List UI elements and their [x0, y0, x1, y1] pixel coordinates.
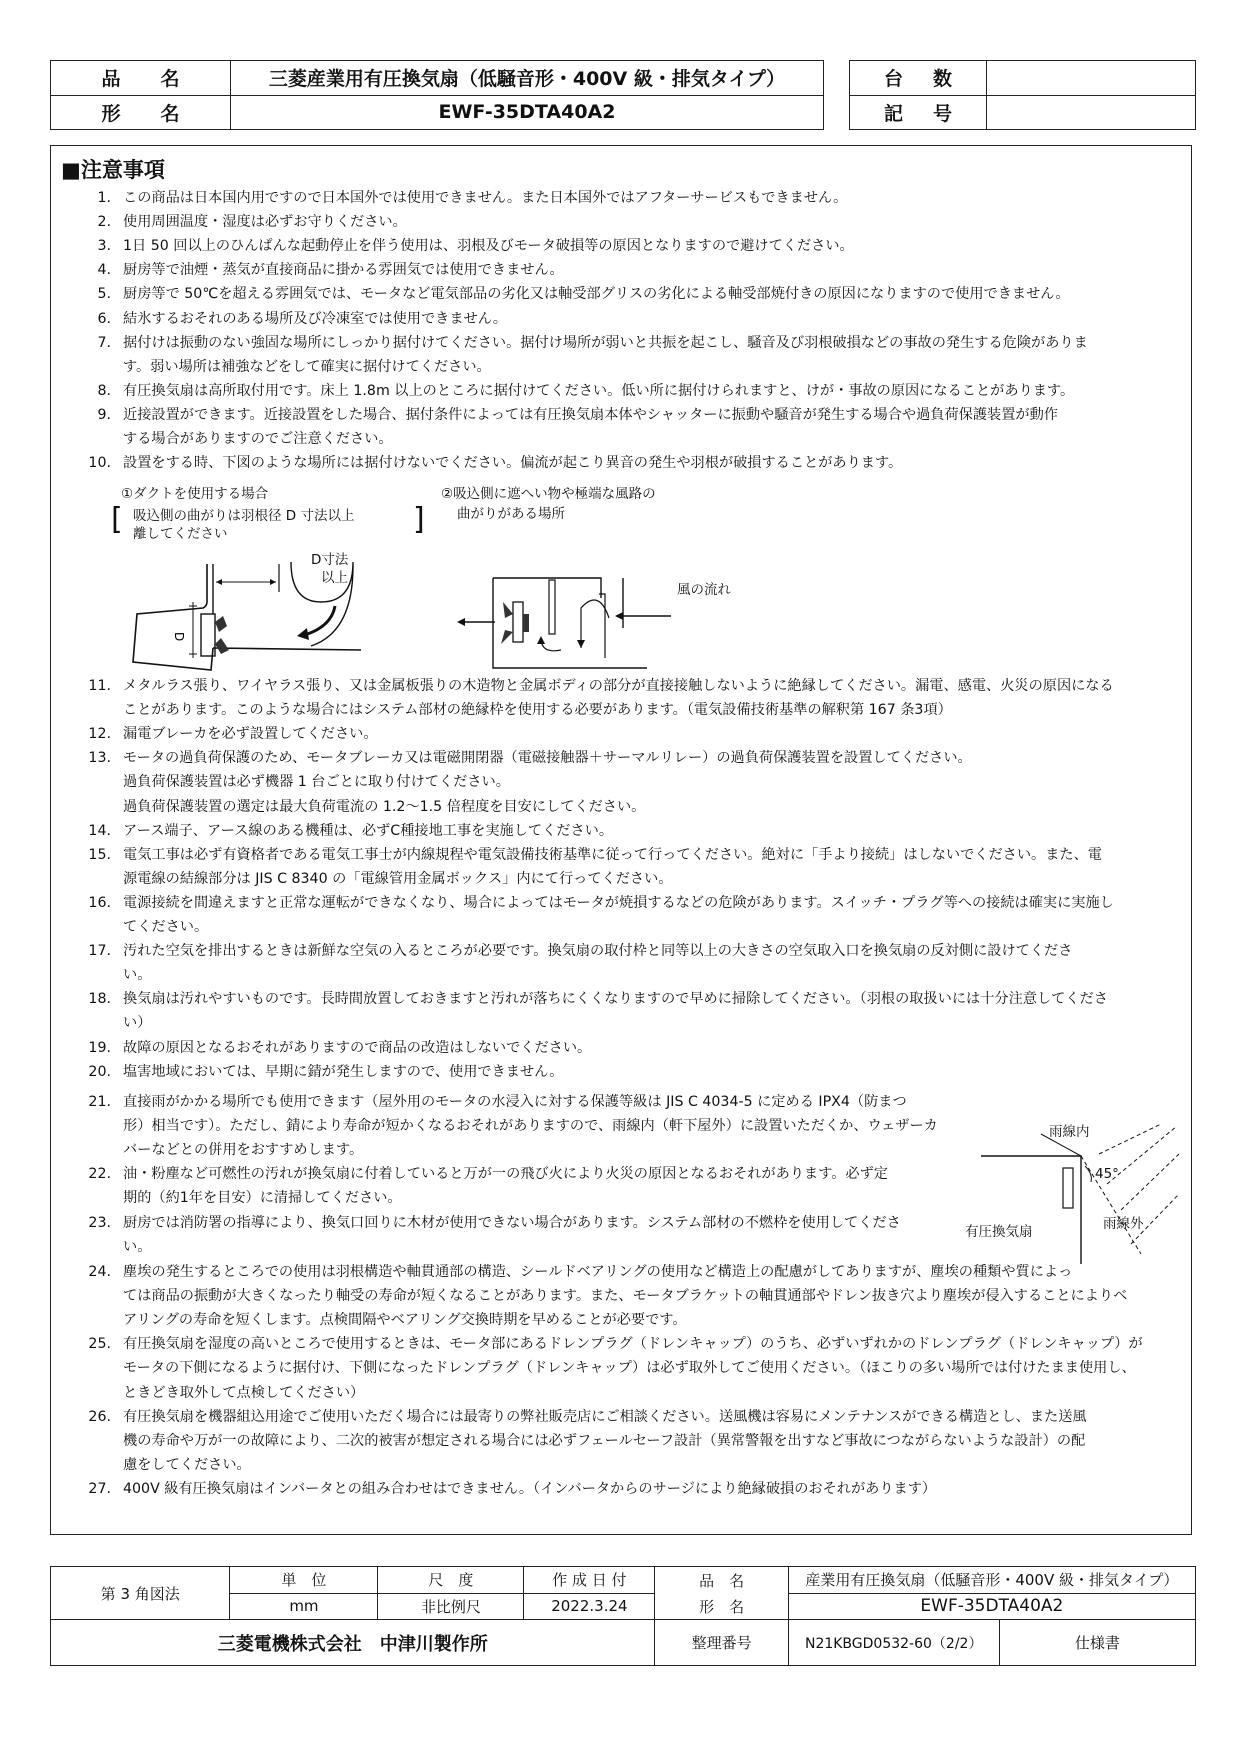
- note-text: 電源接続を間違えますと正常な運転ができなくなり、場合によってはモータが焼損するなどの危険があります。スイッチ・プラグ等への接続は確実に実施し: [123, 894, 1114, 911]
- note-number: 3.: [97, 238, 111, 255]
- header-table: [50, 60, 1196, 130]
- figure-duct-note: [111, 502, 425, 546]
- note-text: ときどき取外して点検してください）: [123, 1384, 365, 1401]
- right-bracket: ]: [413, 502, 425, 537]
- obstruction-diagram: [441, 558, 781, 688]
- note-text: 過負荷保護装置の選定は最大負荷電流の 1.2～1.5 倍程度を目安にしてください。: [123, 798, 646, 815]
- scale-value: 非比例尺: [378, 1593, 524, 1620]
- note-number: 2.: [97, 214, 111, 231]
- note-number: 12.: [88, 726, 111, 743]
- note-text: する場合がありますのでご注意ください。: [123, 431, 393, 447]
- footer-model-value: EWF-35DTA40A2: [788, 1593, 1195, 1620]
- note-text: 源電線の結線部分は JIS C 8340 の「電線管用金属ボックス」内にて行ってください。: [123, 870, 673, 887]
- note-text: 厨房等で油煙・蒸気が直接商品に掛かる雰囲気では使用できません。: [123, 262, 564, 279]
- note-number: 1.: [97, 190, 111, 206]
- note-number: 27.: [88, 1480, 111, 1497]
- figure-duct: [111, 482, 461, 692]
- note-text: バーなどとの併用をおすすめします。: [123, 1142, 364, 1159]
- note-text: 換気扇は汚れやすいものです。長時間放置しておきますと汚れが落ちにくくなりますので早めに掃除してください。（羽根の取扱いには十分注意してくださ: [123, 991, 1108, 1008]
- dimension-label-2: 以上: [321, 570, 348, 586]
- note-text: 機の寿命や万が一の故障により、二次的被害が想定される場合には必ずフェールセーフ設計（異常警報を出すなど事故につながらないような設計）の配: [123, 1432, 1086, 1449]
- note-number: 18.: [88, 991, 111, 1008]
- model-label: 形名: [51, 95, 231, 130]
- note-text: す。弱い場所は補強などをして確実に据付けてください。: [123, 358, 491, 375]
- note-text: 有圧換気扇を機器組込用途でご使用いただく場合には最寄りの弊社販売店にご相談ください。送風機は容易にメンテナンスができる構造とし、また送風: [123, 1408, 1087, 1425]
- note-number: 17.: [88, 943, 111, 960]
- footer-product-label: 品 名: [655, 1567, 788, 1594]
- note-text: ては商品の振動が大きくなったり軸受の寿命が短くなることがあります。また、モータブラケットの軸貫通部やドレン抜き穴より塵埃が侵入することによりベ: [123, 1288, 1128, 1305]
- note-text: 400V 級有圧換気扇はインバータとの組み合わせはできません。（インバータからのサージにより絶縁破損のおそれがあります）: [123, 1480, 937, 1497]
- figure-duct-note-line1: 吸込側の曲がりは羽根径 D 寸法以上: [133, 508, 355, 524]
- note-number: 16.: [88, 894, 111, 911]
- note-number: 13.: [88, 750, 111, 767]
- note-text: 近接設置ができます。近接設置をした場合、据付条件によっては有圧換気扇本体やシャッターに振動や騒音が発生する場合や過負荷保護装置が動作: [123, 406, 1058, 423]
- note-text: モータの過負荷保護のため、モータブレーカ又は電磁開閉器（電磁接触器＋サーマルリレー）の過負荷保護装置を設置してください。: [123, 750, 972, 767]
- note-text: 1日 50 回以上のひんぱんな起動停止を伴う使用は、羽根及びモータ破損等の原因となりますので避けてください。: [123, 238, 854, 255]
- note-text: 汚れた空気を排出するときは新鮮な空気の入るところが必要です。換気扇の取付枠と同等以上の大きさの空気取入口を換気扇の反対側に設けてくださ: [123, 943, 1073, 960]
- rain-line-diagram: [981, 1114, 1181, 1264]
- note-number: 15.: [88, 846, 111, 863]
- date-label: 作 成 日 付: [524, 1567, 655, 1594]
- note-number: 21.: [88, 1094, 111, 1110]
- left-bracket: [: [111, 502, 123, 537]
- note-text: 有圧換気扇は高所取付用です。床上 1.8m 以上のところに据付けてください。低い所に据付けられますと、けが・事故の原因になることがあります。: [123, 382, 1075, 399]
- note-text: 結氷するおそれのある場所及び冷凍室では使用できません。: [123, 310, 507, 327]
- note-number: 23.: [88, 1214, 111, 1231]
- note-text: い。: [123, 967, 152, 984]
- note-text: 油・粉塵など可燃性の汚れが換気扇に付着していると万が一の飛び火により火災の原因となるおそれがあります。必ず定: [123, 1166, 888, 1183]
- note-number: 4.: [97, 262, 111, 279]
- note-text: 塵埃の発生するところでの使用は羽根構造や軸貫通部の構造、シールドベアリングの使用など構造上の配慮がしてありますが、塵埃の種類や質によっ: [123, 1264, 1073, 1280]
- d-label: D: [172, 632, 186, 642]
- rain-inside-label: 雨線内: [1049, 1124, 1090, 1140]
- fan-label: 有圧換気扇: [965, 1224, 1033, 1240]
- note-text: アース端子、アース線のある機種は、必ずC種接地工事を実施してください。: [123, 822, 614, 839]
- angle-label: 45°: [1095, 1166, 1119, 1182]
- projection-method: 第 3 角図法: [51, 1567, 230, 1620]
- notes-box: [50, 145, 1192, 1535]
- note-number: 20.: [88, 1063, 111, 1080]
- note-text: 慮をしてください。: [123, 1456, 251, 1473]
- figure-obstruction: [441, 482, 781, 692]
- reference-number-value: N21KBGD0532-60（2/2）: [788, 1620, 999, 1666]
- note-number: 8.: [97, 382, 111, 399]
- company-name: 三菱電機株式会社 中津川製作所: [51, 1620, 655, 1666]
- wind-flow-label: 風の流れ: [677, 582, 731, 598]
- note-number: 14.: [88, 822, 111, 839]
- dimension-label: D寸法: [311, 552, 349, 568]
- symbol-value: [986, 95, 1195, 130]
- note-number: 6.: [97, 310, 111, 327]
- figure-obstruction-title-1: ②吸込側に遮へい物や極端な風路の: [441, 486, 656, 502]
- note-number: 24.: [88, 1264, 111, 1280]
- unit-label: 単 位: [230, 1567, 378, 1594]
- note-text: モータの下側になるように据付け、下側になったドレンプラグ（ドレンキャップ）は必ず取外してご使用ください。（ほこりの多い場所では付けたまま使用し、: [123, 1360, 1136, 1377]
- note-text: 使用周囲温度・湿度は必ずお守りください。: [123, 214, 407, 231]
- note-number: 5.: [97, 286, 111, 303]
- rain-outside-label: 雨線外: [1103, 1216, 1144, 1232]
- note-text: メタルラス張り、ワイヤラス張り、又は金属板張りの木造物と金属ボディの部分が直接接触しないように絶縁してください。漏電、感電、火災の原因になる: [123, 678, 1114, 694]
- scale-label: 尺 度: [378, 1567, 524, 1594]
- footer-product-value: 産業用有圧換気扇（低騒音形・400V 級・排気タイプ）: [788, 1567, 1195, 1594]
- note-number: 22.: [88, 1166, 111, 1183]
- note-text: い）: [123, 1015, 152, 1032]
- reference-number-label: 整理番号: [655, 1620, 788, 1666]
- note-text: アリングの寿命を短くします。点検間隔やベアリング交換時期を早めることが必要です。: [123, 1312, 687, 1329]
- figure-duct-note-line2: 離してください: [133, 526, 228, 542]
- footer-model-label: 形 名: [655, 1593, 788, 1620]
- unit-value: mm: [230, 1593, 378, 1620]
- figure-duct-title: ①ダクトを使用する場合: [121, 486, 269, 502]
- note-text: 漏電ブレーカを必ず設置してください。: [123, 726, 378, 743]
- note-number: 10.: [88, 455, 111, 472]
- note-number: 25.: [88, 1336, 111, 1353]
- note-text: 有圧換気扇を湿度の高いところで使用するときは、モータ部にあるドレンプラグ（ドレンキャップ）のうち、必ずいずれかのドレンプラグ（ドレンキャップ）が: [123, 1336, 1143, 1353]
- note-number: 19.: [88, 1039, 111, 1056]
- note-text: 期的（約1年を目安）に清掃してください。: [123, 1190, 402, 1207]
- note-text: この商品は日本国内用ですので日本国外では使用できません。また日本国外ではアフターサービスもできません。: [123, 190, 848, 206]
- note-text: 直接雨がかかる場所でも使用できます（屋外用のモータの水浸入に対する保護等級は JIS C 4034-5 に定める IPX4（防まつ: [123, 1094, 907, 1110]
- notes-title: ■注意事項: [61, 158, 165, 182]
- figure-rain-line: [965, 1114, 1181, 1264]
- figure-obstruction-title-2: 曲がりがある場所: [457, 506, 565, 522]
- quantity-value: [986, 61, 1195, 96]
- quantity-label: 台数: [850, 61, 987, 96]
- note-text: い。: [123, 1238, 152, 1255]
- note-text: 据付けは振動のない強固な場所にしっかり据付けてください。据付け場所が弱いと共振を起こし、騒音及び羽根破損などの事故の発生する危険がありま: [123, 334, 1088, 351]
- symbol-label: 記号: [850, 95, 987, 130]
- product-name-label: 品名: [51, 61, 231, 96]
- document-type: 仕様書: [999, 1620, 1195, 1666]
- note-text: てください。: [123, 919, 209, 935]
- model-value: EWF-35DTA40A2: [230, 95, 823, 130]
- note-text: 厨房等で 50℃を超える雰囲気では、モータなど電気部品の劣化又は軸受部グリスの劣化による軸受部焼付きの原因になりますので使用できません。: [123, 286, 1070, 303]
- note-text: ことがあります。このような場合にはシステム部材の絶縁枠を使用する必要があります。（電気設備技術基準の解釈第 167 条3項）: [123, 702, 952, 719]
- note-text: 形）相当です）。ただし、錆により寿命が短かくなるおそれがありますので、雨線内（軒下屋外）に設置いただくか、ウェザーカ: [123, 1118, 938, 1135]
- note-text: 過負荷保護装置は必ず機器 1 台ごとに取り付けてください。: [123, 774, 510, 791]
- note-text: 電気工事は必ず有資格者である電気工事士が内線規程や電気設備技術基準に従って行ってください。絶対に「手より接続」はしないでください。また、電: [123, 846, 1102, 863]
- note-number: 7.: [97, 334, 111, 351]
- note-text: 厨房では消防署の指導により、換気口回りに木材が使用できない場合があります。システム部材の不燃枠を使用してくださ: [123, 1214, 901, 1231]
- duct-diagram: [121, 562, 461, 692]
- footer-table: [50, 1566, 1196, 1666]
- note-number: 9.: [97, 406, 111, 423]
- note-number: 26.: [88, 1408, 111, 1425]
- note-number: 11.: [88, 678, 111, 694]
- product-name-value: 三菱産業用有圧換気扇（低騒音形・400V 級・排気タイプ）: [230, 61, 823, 96]
- note-text: 設置をする時、下図のような場所には据付けないでください。偏流が起こり異音の発生や羽根が破損することがあります。: [123, 455, 903, 472]
- note-text: 塩害地域においては、早期に錆が発生しますので、使用できません。: [123, 1063, 564, 1080]
- note-text: 故障の原因となるおそれがありますので商品の改造はしないでください。: [123, 1039, 592, 1056]
- date-value: 2022.3.24: [524, 1593, 655, 1620]
